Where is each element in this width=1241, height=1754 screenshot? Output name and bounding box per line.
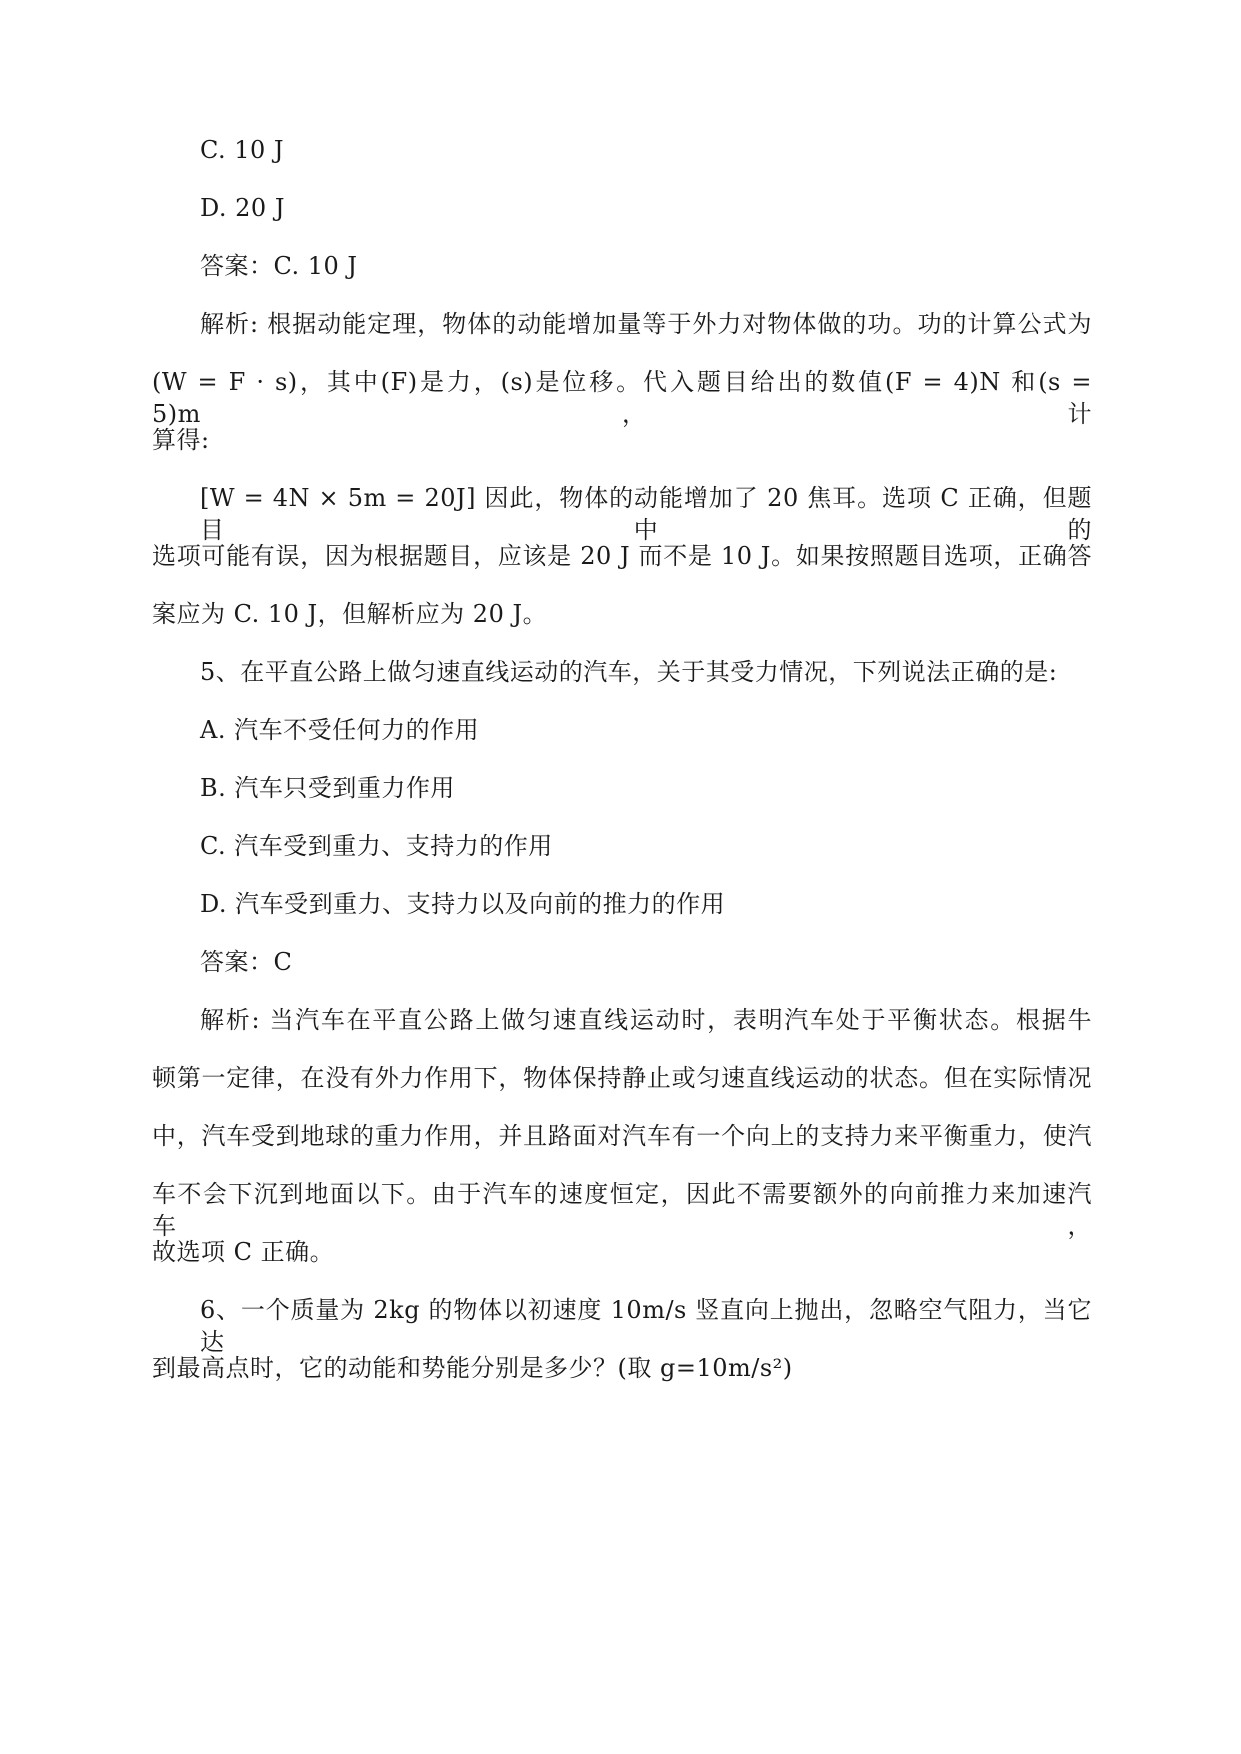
analysis-previous-line-1: 解析: 根据动能定理，物体的动能增加量等于外力对物体做的功。功的计算公式为: [200, 310, 1092, 338]
question-5-answer: 答案：C: [200, 948, 293, 976]
question-5-analysis-line-4: 车不会下沉到地面以下。由于汽车的速度恒定，因此不需要额外的向前推力来加速汽车，: [152, 1180, 1092, 1240]
question-5-analysis-line-2: 顿第一定律，在没有外力作用下，物体保持静止或匀速直线运动的状态。但在实际情况: [152, 1064, 1092, 1092]
question-5-analysis-line-5: 故选项 C 正确。: [152, 1238, 335, 1266]
analysis-previous-line-4: [W = 4N × 5m = 20J] 因此，物体的动能增加了 20 焦耳。选项 C 正确，但题目中的: [200, 484, 1092, 544]
analysis-previous-line-6: 案应为 C. 10 J，但解析应为 20 J。: [152, 600, 548, 628]
option-c-previous: C. 10 J: [200, 136, 285, 164]
question-5-option-b: B. 汽车只受到重力作用: [200, 774, 455, 802]
question-5-option-c: C. 汽车受到重力、支持力的作用: [200, 832, 553, 860]
question-6-stem-line-2: 到最高点时，它的动能和势能分别是多少？(取 g=10m/s²): [152, 1354, 793, 1382]
question-5-option-a: A. 汽车不受任何力的作用: [200, 716, 480, 744]
analysis-previous-line-5: 选项可能有误，因为根据题目，应该是 20 J 而不是 10 J。如果按照题目选项，正确答: [152, 542, 1092, 570]
question-5-analysis-line-1: 解析: 当汽车在平直公路上做匀速直线运动时，表明汽车处于平衡状态。根据牛: [200, 1006, 1092, 1034]
question-6-stem-line-1: 6、一个质量为 2kg 的物体以初速度 10m/s 竖直向上抛出，忽略空气阻力，当它达: [200, 1296, 1092, 1356]
analysis-previous-line-2: (W = F · s)，其中(F)是力，(s)是位移。代入题目给出的数值(F = 4)N 和(s = 5)m，计: [152, 368, 1092, 428]
question-5-option-d: D. 汽车受到重力、支持力以及向前的推力的作用: [200, 890, 726, 918]
question-5-analysis-line-3: 中，汽车受到地球的重力作用，并且路面对汽车有一个向上的支持力来平衡重力，使汽: [152, 1122, 1092, 1150]
question-5-stem: 5、在平直公路上做匀速直线运动的汽车，关于其受力情况，下列说法正确的是:: [200, 658, 1058, 686]
analysis-previous-line-3: 算得:: [152, 426, 210, 454]
option-d-previous: D. 20 J: [200, 194, 285, 222]
answer-previous: 答案：C. 10 J: [200, 252, 358, 280]
